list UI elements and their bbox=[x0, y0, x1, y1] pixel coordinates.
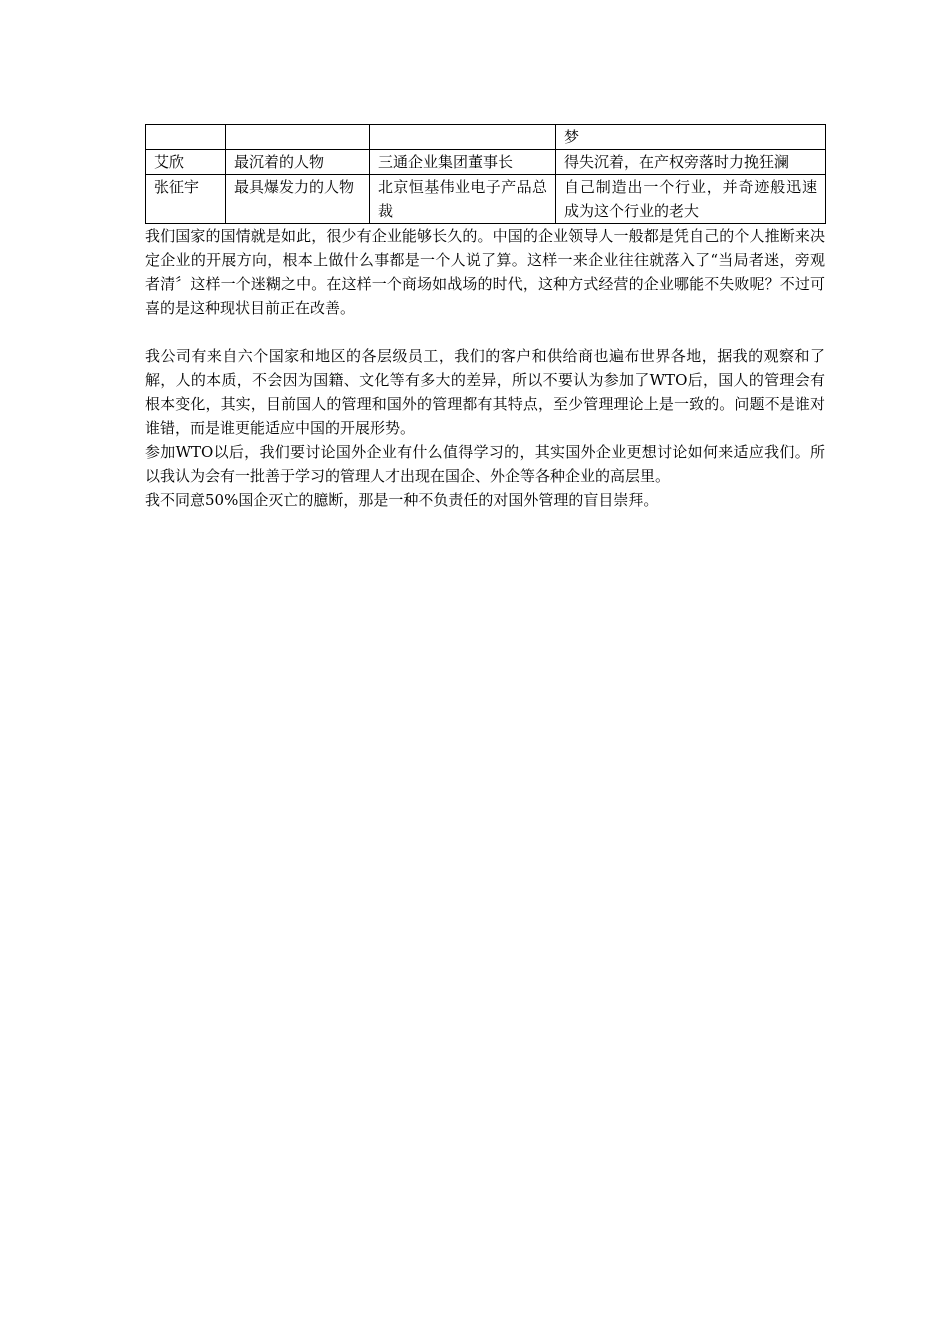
table-cell-title bbox=[226, 125, 370, 150]
paragraph-after-wto: 参加WTO以后，我们要讨论国外企业有什么值得学习的，其实国外企业更想讨论如何来适应我们。所以我认为会有一批善于学习的管理人才出现在国企、外企等各种企业的高层里。 bbox=[145, 443, 825, 485]
table-cell-comment: 得失沉着，在产权旁落时力挽狂澜 bbox=[556, 150, 826, 175]
table-cell-name: 艾欣 bbox=[146, 150, 226, 175]
table-row bbox=[146, 125, 826, 150]
table-row bbox=[146, 175, 826, 224]
table-cell-name bbox=[146, 125, 226, 150]
table-cell-name: 张征宇 bbox=[146, 175, 226, 224]
table-cell-title: 最具爆发力的人物 bbox=[226, 175, 370, 224]
table-cell-position: 北京恒基伟业电子产品总裁 bbox=[370, 175, 556, 224]
table-cell-comment: 自己制造出一个行业，并奇迹般迅速成为这个行业的老大 bbox=[556, 175, 826, 224]
table-cell-position: 三通企业集团董事长 bbox=[370, 150, 556, 175]
table-cell-position bbox=[370, 125, 556, 150]
table-cell-comment: 梦 bbox=[556, 125, 826, 150]
document-page bbox=[145, 124, 825, 512]
paragraph-national-conditions: 我们国家的国情就是如此，很少有企业能够长久的。中国的企业领导人一般都是凭自己的个人推断来决定企业的开展方向，根本上做什么事都是一个人说了算。这样一来企业往往就落入了“当局者迷，旁观者清〞这样一个迷糊之中。在这样一个商场如战场的时代，这种方式经营的企业哪能不失败呢？不过可喜的是这种现状目前正在改善。 bbox=[145, 227, 825, 317]
paragraph-spacer bbox=[145, 320, 825, 344]
paragraph-disagreement: 我不同意50%国企灭亡的臆断，那是一种不负责任的对国外管理的盲目崇拜。 bbox=[145, 491, 659, 509]
table-row bbox=[146, 150, 826, 175]
award-table bbox=[145, 124, 826, 224]
paragraph-company-staff: 我公司有来自六个国家和地区的各层级员工，我们的客户和供给商也遍布世界各地，据我的观察和了解，人的本质，不会因为国籍、文化等有多大的差异，所以不要认为参加了WTO后，国人的管理会有根本变化，其实，目前国人的管理和国外的管理都有其特点，至少管理理论上是一致的。问题不是谁对谁错，而是谁更能适应中国的开展形势。 bbox=[145, 347, 825, 437]
table-cell-title: 最沉着的人物 bbox=[226, 150, 370, 175]
